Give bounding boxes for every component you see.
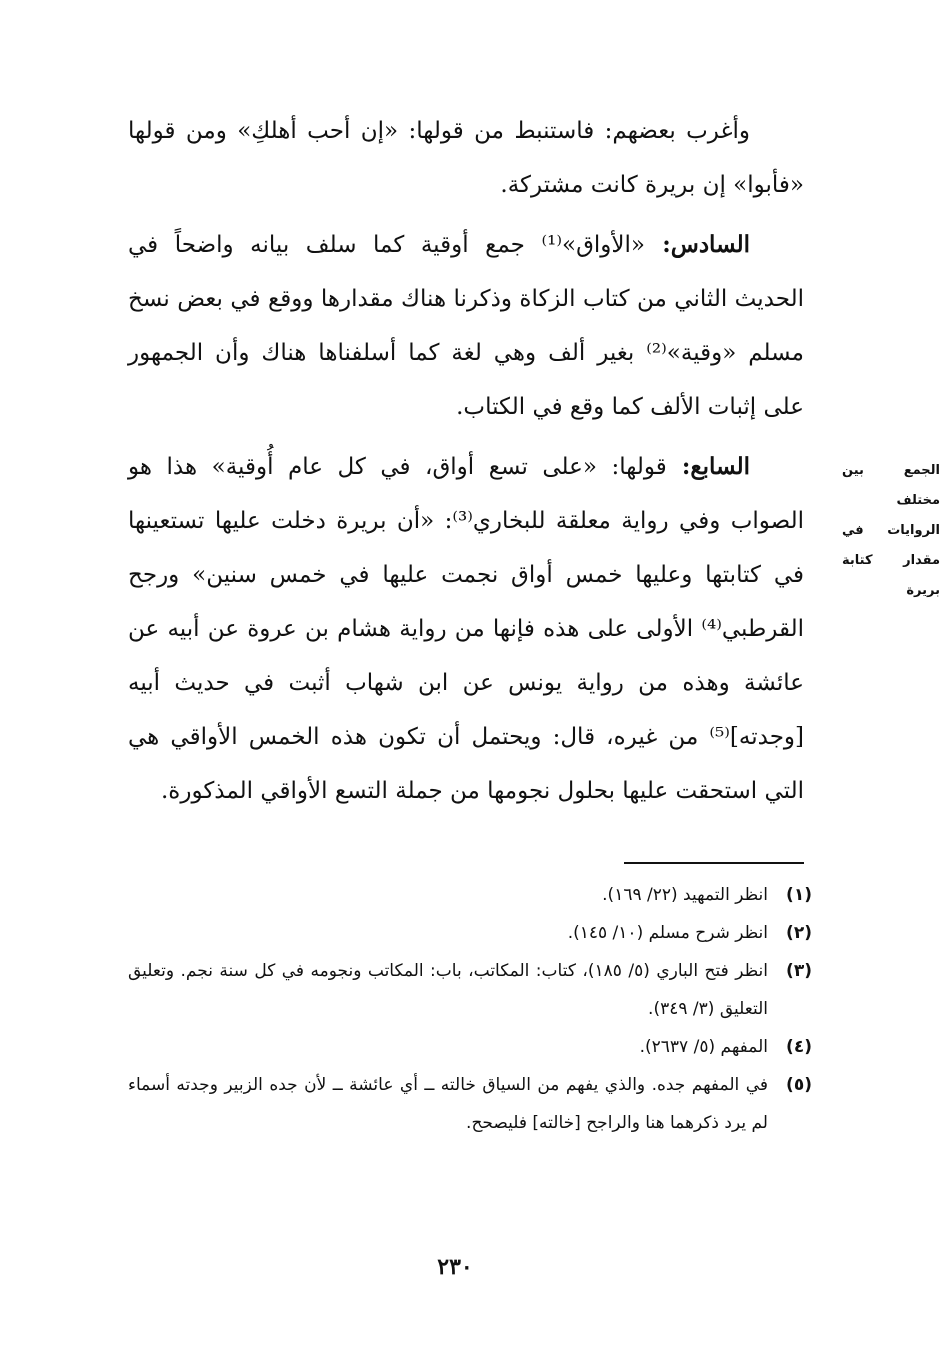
- paragraph-1-body: وأغرب بعضهم: فاستنبط من قولها: «إن أحب أهلكِ» ومن قولها «فأبوا» إن بريرة كانت مشتركة.: [128, 118, 804, 198]
- footnote-5: [128, 1066, 812, 1142]
- footnote-text: انظر التمهيد (٢٢/ ١٦٩).: [602, 885, 768, 905]
- footnote-1: [128, 876, 812, 914]
- paragraph-3: [128, 440, 804, 818]
- footnotes: [128, 876, 812, 1142]
- margin-note: الجمع بين مختلف الروايات في مقدار كتابة بريرة: [842, 463, 940, 598]
- paragraph-1-text: [128, 104, 804, 212]
- footnote-number: (١): [786, 885, 812, 905]
- footnote-3: [128, 952, 812, 1028]
- footnote-4: [128, 1028, 812, 1066]
- footnote-2: [128, 914, 812, 952]
- paragraph-2: [128, 218, 804, 434]
- paragraph-2-lead: السادس:: [645, 231, 750, 258]
- footnote-number: (٢): [786, 923, 812, 943]
- footnote-text: انظر شرح مسلم (١٠/ ١٤٥).: [567, 923, 768, 943]
- footnote-number: (٤): [786, 1037, 812, 1057]
- paragraph-2-body: «الأواق»⁽¹⁾ جمع أوقية كما سلف بيانه واضحاً في الحديث الثاني من كتاب الزكاة وذكرنا هناك مقدارها ووقع في بعض نسخ مسلم «وقية»⁽²⁾ بغير ألف وهي لغة كما أسلفناها هناك وأن الجمهور على إثبات الألف كما وقع في الكتاب.: [128, 232, 804, 420]
- paragraph-2-text: [128, 218, 804, 434]
- footnote-text: المفهم (٥/ ٢٦٣٧).: [639, 1037, 768, 1057]
- paragraph-3-lead: السابع:: [666, 453, 750, 480]
- footnote-text: انظر فتح الباري (٥/ ١٨٥)، كتاب: المكاتب، باب: المكاتب ونجومه في كل سنة نجم. وتعليق التعليق (٣/ ٣٤٩).: [128, 961, 768, 1019]
- footnote-number: (٥): [786, 1075, 812, 1095]
- paragraph-3-text: [128, 440, 804, 818]
- page-number: ٢٣٠: [437, 1254, 473, 1280]
- footnote-divider: [624, 862, 804, 864]
- paragraph-1: [128, 104, 804, 212]
- paragraph-3-body: قولها: «على تسع أواق، في كل عام أُوقية» هذا هو الصواب وفي رواية معلقة للبخاري⁽³⁾: «أن بريرة دخلت عليها تستعينها في كتابتها وعليها خمس أواق نجمت عليها في خمس سنين» ورجح القرطبي⁽⁴⁾ الأولى على هذه فإنها من رواية هشام بن عروة عن أبيه عن عائشة وهذه من رواية يونس عن ابن شهاب أثبت في حديث أبيه [وجدته]⁽⁵⁾ من غيره، قال: ويحتمل أن تكون هذه الخمس الأواقي هي التي استحقت عليها بحلول نجومها من جملة التسع الأواقي المذكورة.: [128, 454, 804, 804]
- footnote-text: في المفهم جده. والذي يفهم من السياق خالته ــ أي عائشة ــ لأن جده الزبير وجدته أسماء لم يرد ذكرهما هنا والراجح [خالته] فليصحح.: [128, 1075, 768, 1133]
- footnote-number: (٣): [786, 961, 812, 981]
